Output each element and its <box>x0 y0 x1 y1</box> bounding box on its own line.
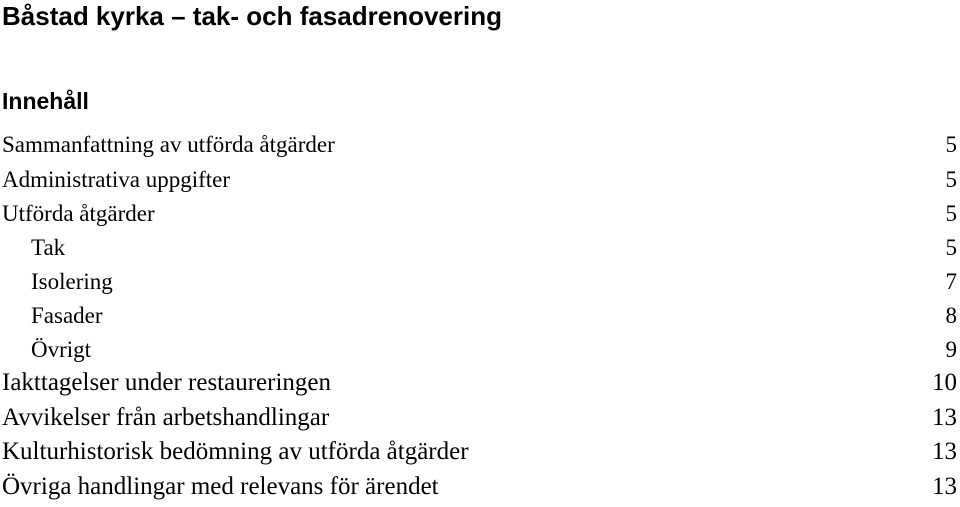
toc-entry-utforda-atgarder[interactable] <box>0 197 960 231</box>
toc-entry-page: 13 <box>932 404 957 431</box>
toc-entry-administrativa-uppgifter[interactable] <box>0 163 960 197</box>
toc-entry-label: Fasader <box>31 303 103 328</box>
toc-entry-label: Tak <box>31 235 66 260</box>
toc-entry-page: 13 <box>932 473 957 500</box>
document-title: Båstad kyrka – tak- och fasadrenovering <box>2 1 502 31</box>
toc-entry-page: 8 <box>945 303 957 328</box>
toc-entry-page: 7 <box>945 269 957 294</box>
toc-entry-label: Utförda åtgärder <box>2 201 155 226</box>
toc-entry-page: 5 <box>945 132 957 157</box>
toc-entry-label: Isolering <box>31 269 113 294</box>
toc-entry-ovriga-handlingar[interactable] <box>0 470 960 504</box>
toc-entry-iakttagelser[interactable] <box>0 366 960 400</box>
toc-entry-page: 10 <box>932 369 957 396</box>
toc-heading: Innehåll <box>2 88 89 114</box>
toc-entry-tak[interactable] <box>0 231 960 265</box>
toc-entry-sammanfattning[interactable] <box>0 128 960 162</box>
toc-entry-label: Avvikelser från arbetshandlingar <box>2 404 330 431</box>
toc-entry-page: 5 <box>945 167 957 192</box>
toc-entry-page: 5 <box>945 235 957 260</box>
toc-entry-isolering[interactable] <box>0 265 960 299</box>
toc-entry-page: 5 <box>945 201 957 226</box>
toc-entry-label: Övrigt <box>31 337 92 362</box>
toc-entry-label: Iakttagelser under restaureringen <box>2 369 332 396</box>
toc-entry-kulturhistorisk-bedomning[interactable] <box>0 435 960 469</box>
toc-entry-ovrigt[interactable] <box>0 333 960 367</box>
toc-entry-page: 9 <box>945 337 957 362</box>
toc-entry-label: Övriga handlingar med relevans för ärendet <box>2 473 439 500</box>
toc-entry-fasader[interactable] <box>0 299 960 333</box>
toc-entry-avvikelser[interactable] <box>0 401 960 435</box>
toc-entry-label: Kulturhistorisk bedömning av utförda åtgärder <box>2 438 469 465</box>
toc-entry-page: 13 <box>932 438 957 465</box>
toc-entry-label: Administrativa uppgifter <box>2 167 231 192</box>
toc-entry-label: Sammanfattning av utförda åtgärder <box>2 132 335 157</box>
